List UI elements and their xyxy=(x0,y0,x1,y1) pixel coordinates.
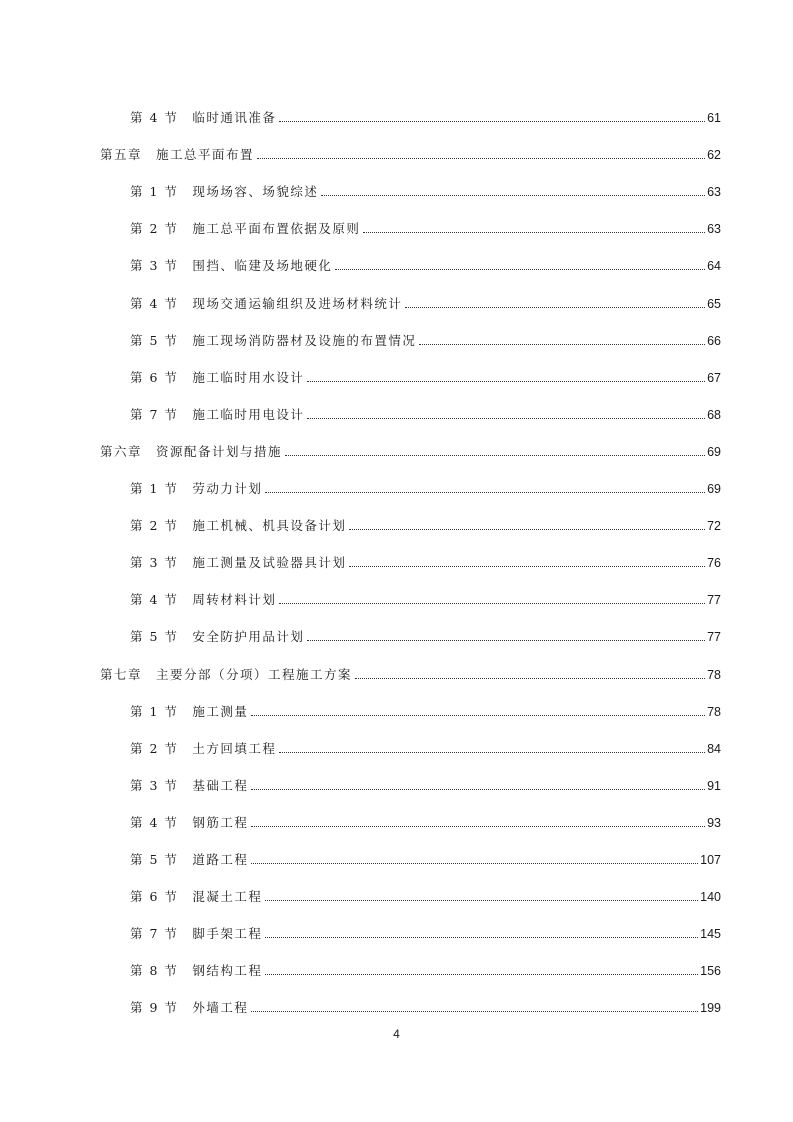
toc-entry-title: 施工临时用电设计 xyxy=(192,406,305,422)
toc-entry-page: 77 xyxy=(707,593,721,608)
toc-entry-page: 78 xyxy=(707,667,721,682)
toc-entry-page: 199 xyxy=(700,1001,721,1016)
toc-entry-title: 基础工程 xyxy=(192,777,249,793)
toc-entry[interactable] xyxy=(130,292,721,312)
toc-entry-page: 63 xyxy=(707,185,721,200)
toc-entry-number: 第 5 节 xyxy=(130,629,179,645)
dot-leader xyxy=(335,268,705,270)
toc-entry[interactable] xyxy=(130,514,721,534)
toc-chapter[interactable] xyxy=(100,143,721,163)
toc-entry-label xyxy=(130,258,332,274)
toc-entry-page: 156 xyxy=(700,964,721,979)
toc-entry-page: 63 xyxy=(707,222,721,237)
toc-entry[interactable] xyxy=(130,774,721,794)
toc-entry-number: 第 8 节 xyxy=(130,963,179,979)
dot-leader xyxy=(279,751,705,753)
toc-entry-label xyxy=(130,407,304,423)
toc-entry-number: 第 4 节 xyxy=(130,592,179,608)
toc-entry-page: 140 xyxy=(700,890,721,905)
toc-entry-page: 64 xyxy=(707,259,721,274)
toc-entry-title: 混凝土工程 xyxy=(192,889,263,905)
toc-entry-number: 第 7 节 xyxy=(130,926,179,942)
toc-entry[interactable] xyxy=(130,811,721,831)
toc-entry-label xyxy=(100,147,254,163)
toc-entry-label xyxy=(130,963,262,979)
toc-entry-title: 施工总平面布置 xyxy=(156,147,255,163)
toc-entry-title: 临时通讯准备 xyxy=(192,110,277,125)
toc-entry[interactable] xyxy=(130,106,721,126)
toc-entry-title: 劳动力计划 xyxy=(192,481,263,496)
toc-entry-title: 道路工程 xyxy=(192,852,249,867)
toc-chapter[interactable] xyxy=(100,440,721,460)
toc-entry-label xyxy=(130,370,304,386)
dot-leader xyxy=(251,714,705,716)
toc-entry-page: 62 xyxy=(707,148,721,163)
toc-entry-label xyxy=(130,221,360,237)
toc-entry-label xyxy=(130,778,248,794)
toc-entry-page: 65 xyxy=(707,296,721,311)
toc-entry-title: 施工总平面布置依据及原则 xyxy=(192,221,361,237)
dot-leader xyxy=(265,973,698,975)
dot-leader xyxy=(251,1010,698,1012)
toc-entry[interactable] xyxy=(130,625,721,645)
toc-entry-title: 钢结构工程 xyxy=(192,963,263,979)
dot-leader xyxy=(257,157,705,159)
toc-entry-title: 钢筋工程 xyxy=(192,814,249,830)
toc-entry-label xyxy=(130,815,248,831)
page-number: 4 xyxy=(393,1027,400,1041)
toc-entry-label xyxy=(130,741,276,757)
dot-leader xyxy=(285,454,705,456)
toc-entry-page: 145 xyxy=(700,927,721,942)
toc-entry-title: 周转材料计划 xyxy=(192,592,277,608)
toc-entry-title: 施工现场消防器材及设施的布置情况 xyxy=(192,332,417,348)
toc-chapter[interactable] xyxy=(100,663,721,683)
toc-entry[interactable] xyxy=(130,403,721,423)
toc-entry-page: 93 xyxy=(707,815,721,830)
toc-entry-number: 第 2 节 xyxy=(130,740,179,756)
toc-entry-title: 外墙工程 xyxy=(192,1000,249,1016)
toc-entry-title: 施工测量 xyxy=(192,703,249,719)
toc-entry[interactable] xyxy=(130,477,721,497)
dot-leader xyxy=(349,528,705,530)
toc-entry-page: 69 xyxy=(707,444,721,459)
toc-entry-number: 第 1 节 xyxy=(130,703,179,719)
dot-leader xyxy=(405,306,705,308)
toc-entry-page: 78 xyxy=(707,704,721,719)
dot-leader xyxy=(307,417,705,419)
toc-entry-page: 77 xyxy=(707,630,721,645)
dot-leader xyxy=(265,899,698,901)
toc-entry-title: 围挡、临建及场地硬化 xyxy=(192,258,333,274)
dot-leader xyxy=(279,120,705,122)
toc-entry-number: 第 7 节 xyxy=(130,406,179,422)
dot-leader xyxy=(307,380,705,382)
toc-entry-title: 现场交通运输组织及进场材料统计 xyxy=(192,295,403,311)
toc-entry-page: 91 xyxy=(707,778,721,793)
toc-entry-number: 第七章 xyxy=(100,666,143,682)
toc-entry-label xyxy=(130,184,318,200)
toc-entry[interactable] xyxy=(130,551,721,571)
toc-entry-number: 第五章 xyxy=(100,147,143,163)
toc-entry-label xyxy=(130,296,402,312)
toc-entry[interactable] xyxy=(130,959,721,979)
dot-leader xyxy=(251,862,698,864)
toc-entry-label xyxy=(130,518,346,534)
dot-leader xyxy=(419,343,705,345)
toc-entry-number: 第 1 节 xyxy=(130,184,179,200)
dot-leader xyxy=(265,936,698,938)
toc-entry-label xyxy=(130,852,248,868)
toc-entry-page: 69 xyxy=(707,482,721,496)
toc-entry[interactable] xyxy=(130,254,721,274)
toc-entry-label xyxy=(130,555,346,571)
toc-entry-title: 施工临时用水设计 xyxy=(192,369,305,385)
toc-entry-label xyxy=(130,926,262,942)
toc-entry-label xyxy=(130,333,416,349)
toc-entry[interactable] xyxy=(130,180,721,200)
toc-entry-label xyxy=(130,704,248,720)
toc-entry[interactable] xyxy=(130,737,721,757)
toc-entry[interactable] xyxy=(130,885,721,905)
toc-entry-page: 72 xyxy=(707,519,721,534)
toc-entry-label xyxy=(130,629,304,645)
dot-leader xyxy=(279,602,705,604)
toc-entry-number: 第 1 节 xyxy=(130,481,179,496)
toc-entry[interactable] xyxy=(130,922,721,942)
toc-entry-number: 第 2 节 xyxy=(130,518,179,534)
dot-leader xyxy=(251,825,705,827)
toc-entry-number: 第 3 节 xyxy=(130,555,179,571)
toc-entry-page: 66 xyxy=(707,333,721,348)
toc-entry-label xyxy=(100,444,282,460)
toc-entry[interactable] xyxy=(130,848,721,868)
toc-entry-label xyxy=(130,481,262,497)
toc-entry-page: 76 xyxy=(707,556,721,571)
toc-entry[interactable] xyxy=(130,329,721,349)
toc-entry-label xyxy=(130,110,276,126)
dot-leader xyxy=(349,565,705,567)
dot-leader xyxy=(307,639,705,641)
toc-entry[interactable] xyxy=(130,588,721,608)
toc-entry-title: 脚手架工程 xyxy=(192,926,263,942)
dot-leader xyxy=(251,788,705,790)
toc-entry[interactable] xyxy=(130,996,721,1016)
toc-entry-number: 第 5 节 xyxy=(130,332,179,348)
toc-entry-number: 第 3 节 xyxy=(130,258,179,274)
toc-entry-title: 资源配备计划与措施 xyxy=(156,443,283,459)
toc-entry-number: 第 5 节 xyxy=(130,852,179,867)
toc-entry-label xyxy=(130,889,262,905)
dot-leader xyxy=(363,231,705,233)
toc-entry-page: 67 xyxy=(707,370,721,385)
toc-entry[interactable] xyxy=(130,217,721,237)
toc-entry-page: 61 xyxy=(707,111,721,125)
toc-entry-number: 第 6 节 xyxy=(130,889,179,905)
toc-entry-title: 主要分部（分项）工程施工方案 xyxy=(156,666,353,682)
dot-leader xyxy=(265,491,705,493)
toc-entry-title: 现场场容、场貌综述 xyxy=(192,184,319,200)
toc-entry-label xyxy=(130,592,276,608)
toc-entry[interactable] xyxy=(130,366,721,386)
toc-entry-title: 安全防护用品计划 xyxy=(192,629,305,645)
toc-entry-label xyxy=(100,667,352,683)
toc-entry-title: 施工机械、机具设备计划 xyxy=(192,518,347,534)
toc-entry-number: 第六章 xyxy=(100,443,143,459)
toc-entry-number: 第 4 节 xyxy=(130,110,179,125)
dot-leader xyxy=(355,677,705,679)
toc-entry-number: 第 9 节 xyxy=(130,1000,179,1016)
toc-entry-number: 第 3 节 xyxy=(130,777,179,793)
toc-entry-number: 第 6 节 xyxy=(130,369,179,385)
toc-entry-page: 84 xyxy=(707,741,721,756)
toc-entry-number: 第 4 节 xyxy=(130,814,179,830)
toc-entry-page: 68 xyxy=(707,407,721,422)
toc-entry[interactable] xyxy=(130,700,721,720)
toc-entry-number: 第 2 节 xyxy=(130,221,179,237)
toc-entry-title: 施工测量及试验器具计划 xyxy=(192,555,347,571)
toc-entry-label xyxy=(130,1000,248,1016)
toc-entry-title: 土方回填工程 xyxy=(192,740,277,756)
dot-leader xyxy=(321,194,705,196)
toc-entry-number: 第 4 节 xyxy=(130,295,179,311)
toc-entry-page: 107 xyxy=(700,853,721,867)
